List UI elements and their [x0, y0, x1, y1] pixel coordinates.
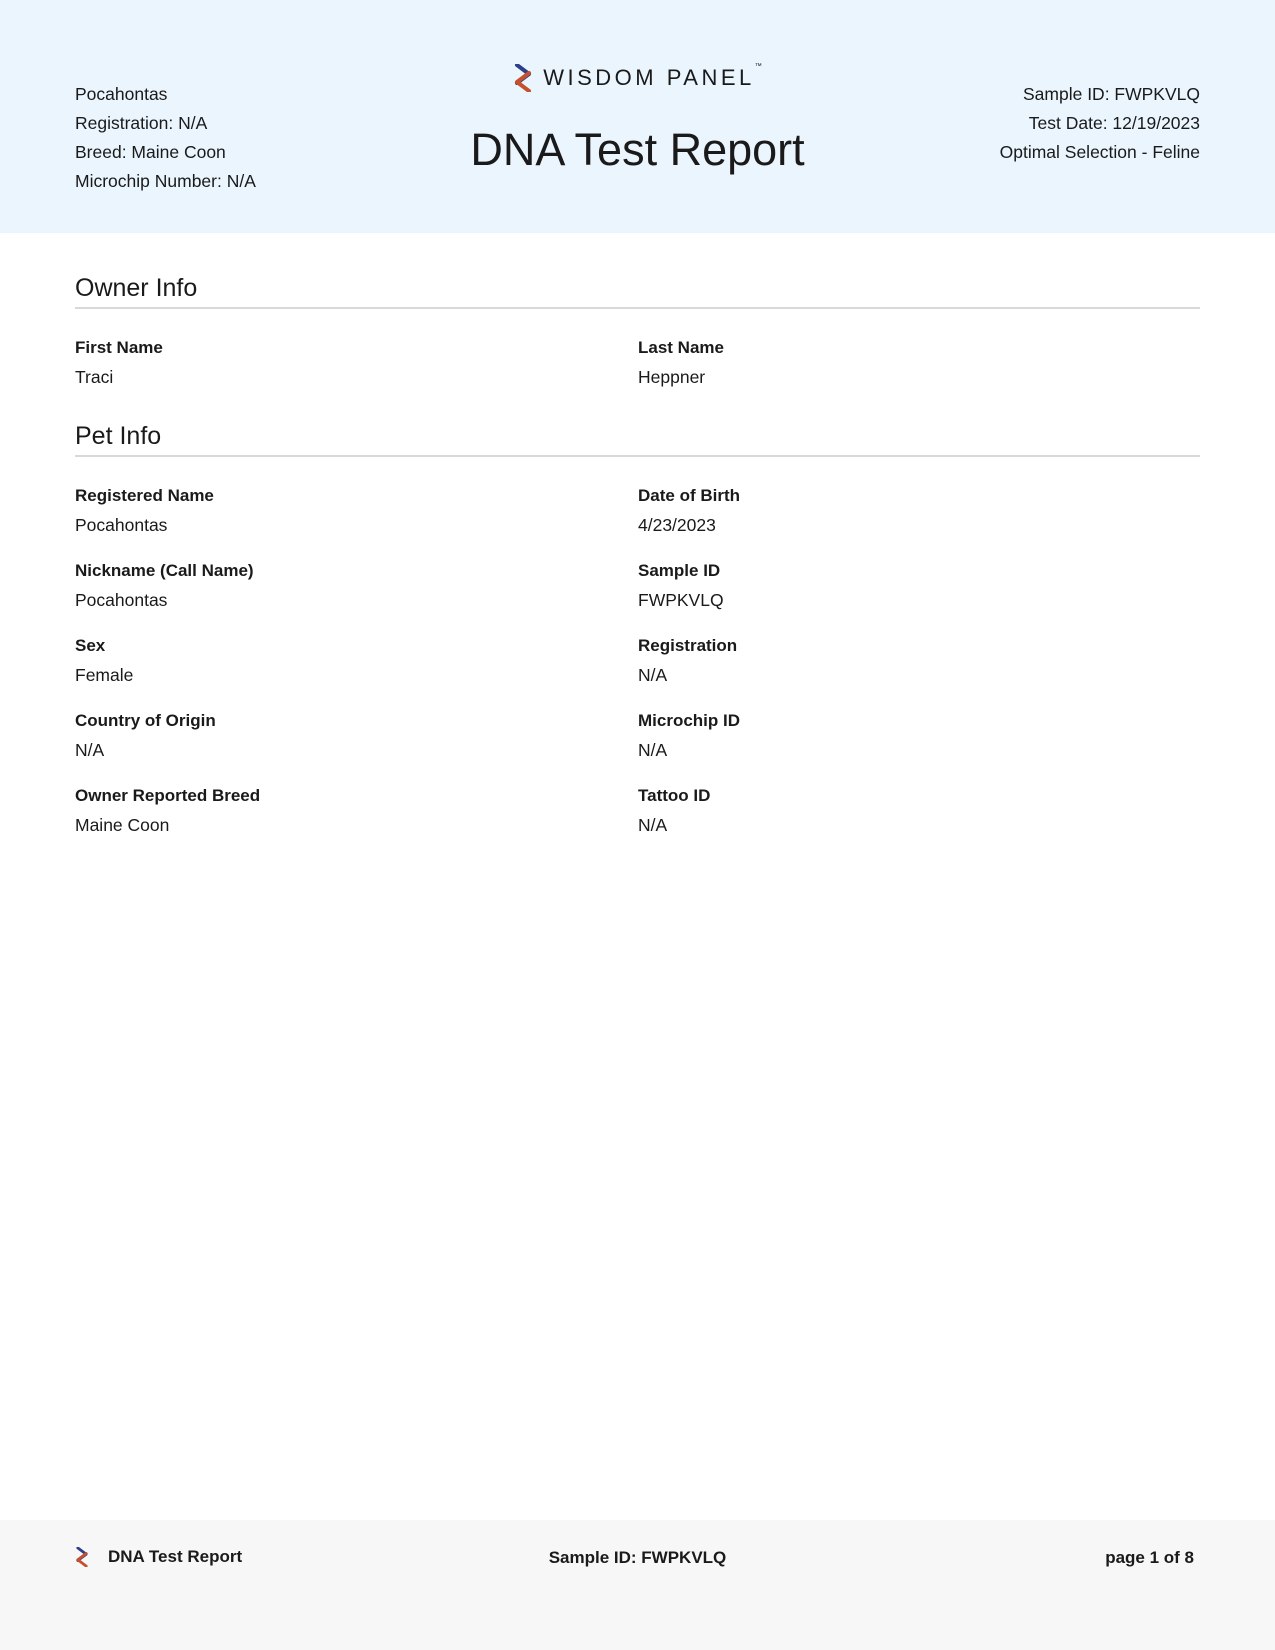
field-label: Microchip ID [638, 711, 741, 730]
test-product: Optimal Selection - Feline [999, 142, 1200, 162]
field-value: 4/23/2023 [638, 515, 716, 535]
pet-sample-id [638, 560, 1178, 612]
pet-sex [75, 635, 615, 687]
field-label: Date of Birth [638, 486, 740, 505]
field-label: Sex [75, 636, 106, 655]
field-label: Last Name [638, 338, 724, 357]
field-value: Traci [75, 367, 114, 387]
pet-date-of-birth [638, 485, 1178, 537]
wisdom-panel-helix-logo-icon [513, 64, 533, 92]
field-label: Registration [638, 636, 738, 655]
pet-registration: Registration: N/A [75, 113, 208, 133]
field-label: Country of Origin [75, 711, 216, 730]
pet-breed: Breed: Maine Coon [75, 142, 226, 162]
pet-info-section [75, 420, 1200, 857]
field-value: N/A [638, 665, 668, 685]
field-value: FWPKVLQ [638, 590, 724, 610]
field-value: Maine Coon [75, 815, 170, 835]
pet-country-of-origin [75, 710, 615, 762]
field-value: N/A [638, 740, 668, 760]
pet-microchip: Microchip Number: N/A [75, 171, 256, 191]
pet-registration [638, 635, 1178, 687]
field-value: N/A [75, 740, 105, 760]
page-number: page 1 of 8 [1105, 1548, 1194, 1567]
pet-info-heading: Pet Info [75, 420, 1200, 457]
owner-first-name [75, 337, 615, 389]
field-value: Heppner [638, 367, 706, 387]
footer-sample-id: Sample ID: FWPKVLQ [548, 1548, 727, 1567]
field-value: N/A [638, 815, 668, 835]
pet-name: Pocahontas [75, 84, 168, 104]
pet-owner-reported-breed [75, 785, 615, 837]
page-footer [0, 1520, 1275, 1650]
owner-info-section [75, 272, 1200, 399]
owner-last-name [638, 337, 1178, 389]
sample-summary [1000, 80, 1200, 167]
footer-title: DNA Test Report [108, 1547, 243, 1566]
pet-tattoo-id [638, 785, 1178, 837]
trademark-mark: ™ [754, 63, 762, 70]
field-label: Tattoo ID [638, 786, 711, 805]
field-value: Pocahontas [75, 515, 168, 535]
field-value: Female [75, 665, 134, 685]
field-label: First Name [75, 338, 163, 357]
field-label: Owner Reported Breed [75, 786, 261, 805]
brand-name: WISDOM PANEL™ [543, 63, 762, 90]
pet-microchip-id [638, 710, 1178, 762]
field-value: Pocahontas [75, 590, 168, 610]
field-label: Registered Name [75, 486, 214, 505]
test-date: Test Date: 12/19/2023 [1028, 113, 1200, 133]
field-label: Nickname (Call Name) [75, 561, 254, 580]
report-header [0, 0, 1275, 233]
field-label: Sample ID [638, 561, 721, 580]
sample-id: Sample ID: FWPKVLQ [1023, 84, 1200, 104]
pet-registered-name [75, 485, 615, 537]
page-title: DNA Test Report [470, 124, 805, 175]
owner-info-heading: Owner Info [75, 272, 1200, 309]
pet-nickname [75, 560, 615, 612]
